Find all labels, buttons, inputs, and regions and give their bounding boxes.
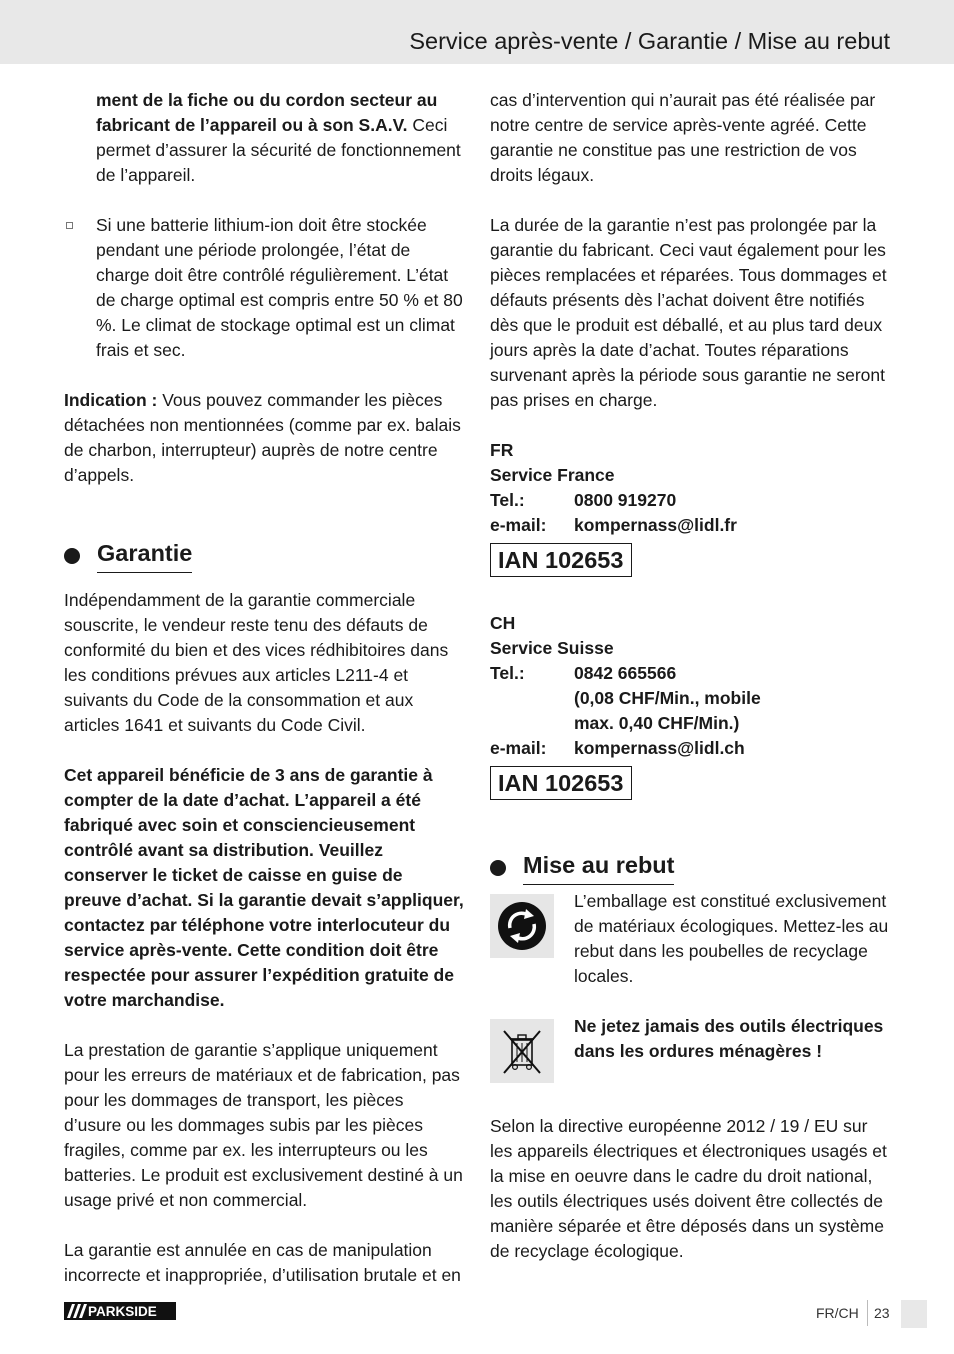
recycle-row: [490, 889, 890, 989]
weee-row: [490, 1014, 890, 1089]
garantie-paragraph-4: La garantie est annulée en cas de manipulation incorrecte et inappropriée, d’utilisation brutale et en: [64, 1240, 461, 1285]
weee-warning: [574, 1014, 890, 1064]
fr-tel-label: Tel.:: [490, 490, 525, 510]
footer-language: FR/CH: [816, 1305, 859, 1321]
ch-email-label: e-mail:: [490, 738, 547, 758]
fr-tel[interactable]: 0800 919270: [574, 490, 677, 510]
battery-note: Si une batterie lithium-ion doit être stockée pendant une période prolongée, l’état de charge doit être contrôlé régulièrement. L’état de charge optimal est compris entre 50 % et 80 %. Le climat de stockage optimal est un climat frais et sec.: [96, 215, 463, 360]
rebut-heading: [490, 850, 890, 886]
parkside-logo: [64, 1302, 176, 1320]
garantie-title: Garantie: [97, 538, 192, 573]
right-column: [490, 88, 890, 1264]
recycle-text: L’emballage est constitué exclusivement de matériaux écologiques. Mettez-les au rebut dans les poubelles de recyclage locales.: [574, 891, 889, 986]
section-bullet-icon: [64, 548, 80, 564]
garantie-paragraph-3: La prestation de garantie s’applique uniquement pour les erreurs de matériaux et de fabrication, pas pour les dommages de transport, les pièces d’usure ou les dommages subis par les pièces fragiles, comme par ex. les interrupteurs ou les batteries. Le produit est exclusivement destiné à un usage privé et non commercial.: [64, 1040, 463, 1210]
crossed-bin-icon: [490, 1019, 554, 1083]
garantie-bold-paragraph: [64, 763, 464, 1013]
ch-tel-note-2: max. 0,40 CHF/Min.): [574, 713, 740, 733]
left-column: [64, 88, 464, 1288]
indication-paragraph: [64, 388, 464, 488]
fr-ian-box: IAN 102653: [490, 543, 632, 577]
contact-switzerland: [490, 611, 890, 800]
intro-paragraph: [64, 88, 464, 188]
fr-email[interactable]: kompernass@lidl.fr: [574, 515, 737, 535]
garantie-paragraph-1: Indépendamment de la garantie commerciale souscrite, le vendeur reste tenu des défauts de conformité du bien et des vices rédhibitoires dans les conditions prévues aux articles L211-4 et suivants du Code de la consommation et aux articles 1641 et suivants du Code Civil.: [64, 590, 449, 735]
ch-ian-box: IAN 102653: [490, 766, 632, 800]
rebut-title: Mise au rebut: [523, 850, 674, 885]
footer-tab: [901, 1300, 927, 1328]
directive-paragraph: Selon la directive européenne 2012 / 19 / EU sur les appareils électriques et électroniques usagés et la mise en oeuvre dans le cadre du droit national, les outils électriques usés doivent être collectés de manière séparée et être déposés dans un système de recyclage écologique.: [490, 1116, 887, 1261]
battery-bullet: [64, 213, 464, 363]
warranty-continued-2: La durée de la garantie n’est pas prolongée par la garantie du fabricant. Ceci vaut également pour les pièces remplacées et réparées. Tous dommages et défauts présents dès l’achat doivent être notifiés dès que le produit est déballé, et au plus tard deux jours après la date d’achat. Toutes réparations survenant après la période sous garantie ne seront pas prises en charge.: [490, 215, 887, 410]
warranty-continued-1: cas d’intervention qui n’aurait pas été réalisée par notre centre de service après-vente agréé. Cette garantie ne constitue pas une restriction de vos droits légaux.: [490, 90, 876, 185]
page-header-title: Service après-vente / Garantie / Mise au rebut: [409, 28, 890, 54]
weee-warning-text: Ne jetez jamais des outils électriques dans les ordures ménagères !: [574, 1016, 884, 1061]
fr-email-label: e-mail:: [490, 515, 547, 535]
fr-service: Service France: [490, 465, 615, 485]
contact-france: [490, 438, 890, 577]
fr-country: FR: [490, 440, 514, 460]
indication-text: Vous pouvez commander les pièces détachées non mentionnées (comme par ex. balais de charbon, interrupteur) auprès de notre centre d’appels.: [64, 390, 461, 485]
page-number: 23: [874, 1305, 890, 1321]
square-bullet-icon: [66, 222, 73, 229]
brand-name: PARKSIDE: [88, 1304, 157, 1319]
ch-country: CH: [490, 613, 516, 633]
footer-divider: [867, 1300, 868, 1326]
indication-label: Indication :: [64, 390, 158, 410]
garantie-heading: [64, 538, 464, 574]
garantie-bold-text: Cet appareil bénéficie de 3 ans de garantie à compter de la date d’achat. L’appareil a été fabriqué avec soin et consciencieusement contrôlé avant sa distribution. Veuillez conserver le ticket de caisse en guise de preuve d’achat. Si la garantie devait s’appliquer, contactez par téléphone votre interlocuteur du service après-vente. Cette condition doit être respectée pour assurer l’expédition gratuite de votre marchandise.: [64, 765, 464, 1010]
ch-tel-note-1: (0,08 CHF/Min., mobile: [574, 688, 761, 708]
ch-email[interactable]: kompernass@lidl.ch: [574, 738, 745, 758]
ch-service: Service Suisse: [490, 638, 614, 658]
intro-rest: Ceci permet d’assurer la sécurité de fonctionnement de l’appareil.: [96, 115, 461, 185]
recycle-icon: [490, 894, 554, 958]
section-bullet-icon: [490, 860, 506, 876]
ch-tel[interactable]: 0842 665566: [574, 663, 677, 683]
ch-tel-label: Tel.:: [490, 663, 525, 683]
intro-bold: ment de la fiche ou du cordon secteur au fabricant de l’appareil ou à son S.A.V.: [96, 90, 438, 135]
